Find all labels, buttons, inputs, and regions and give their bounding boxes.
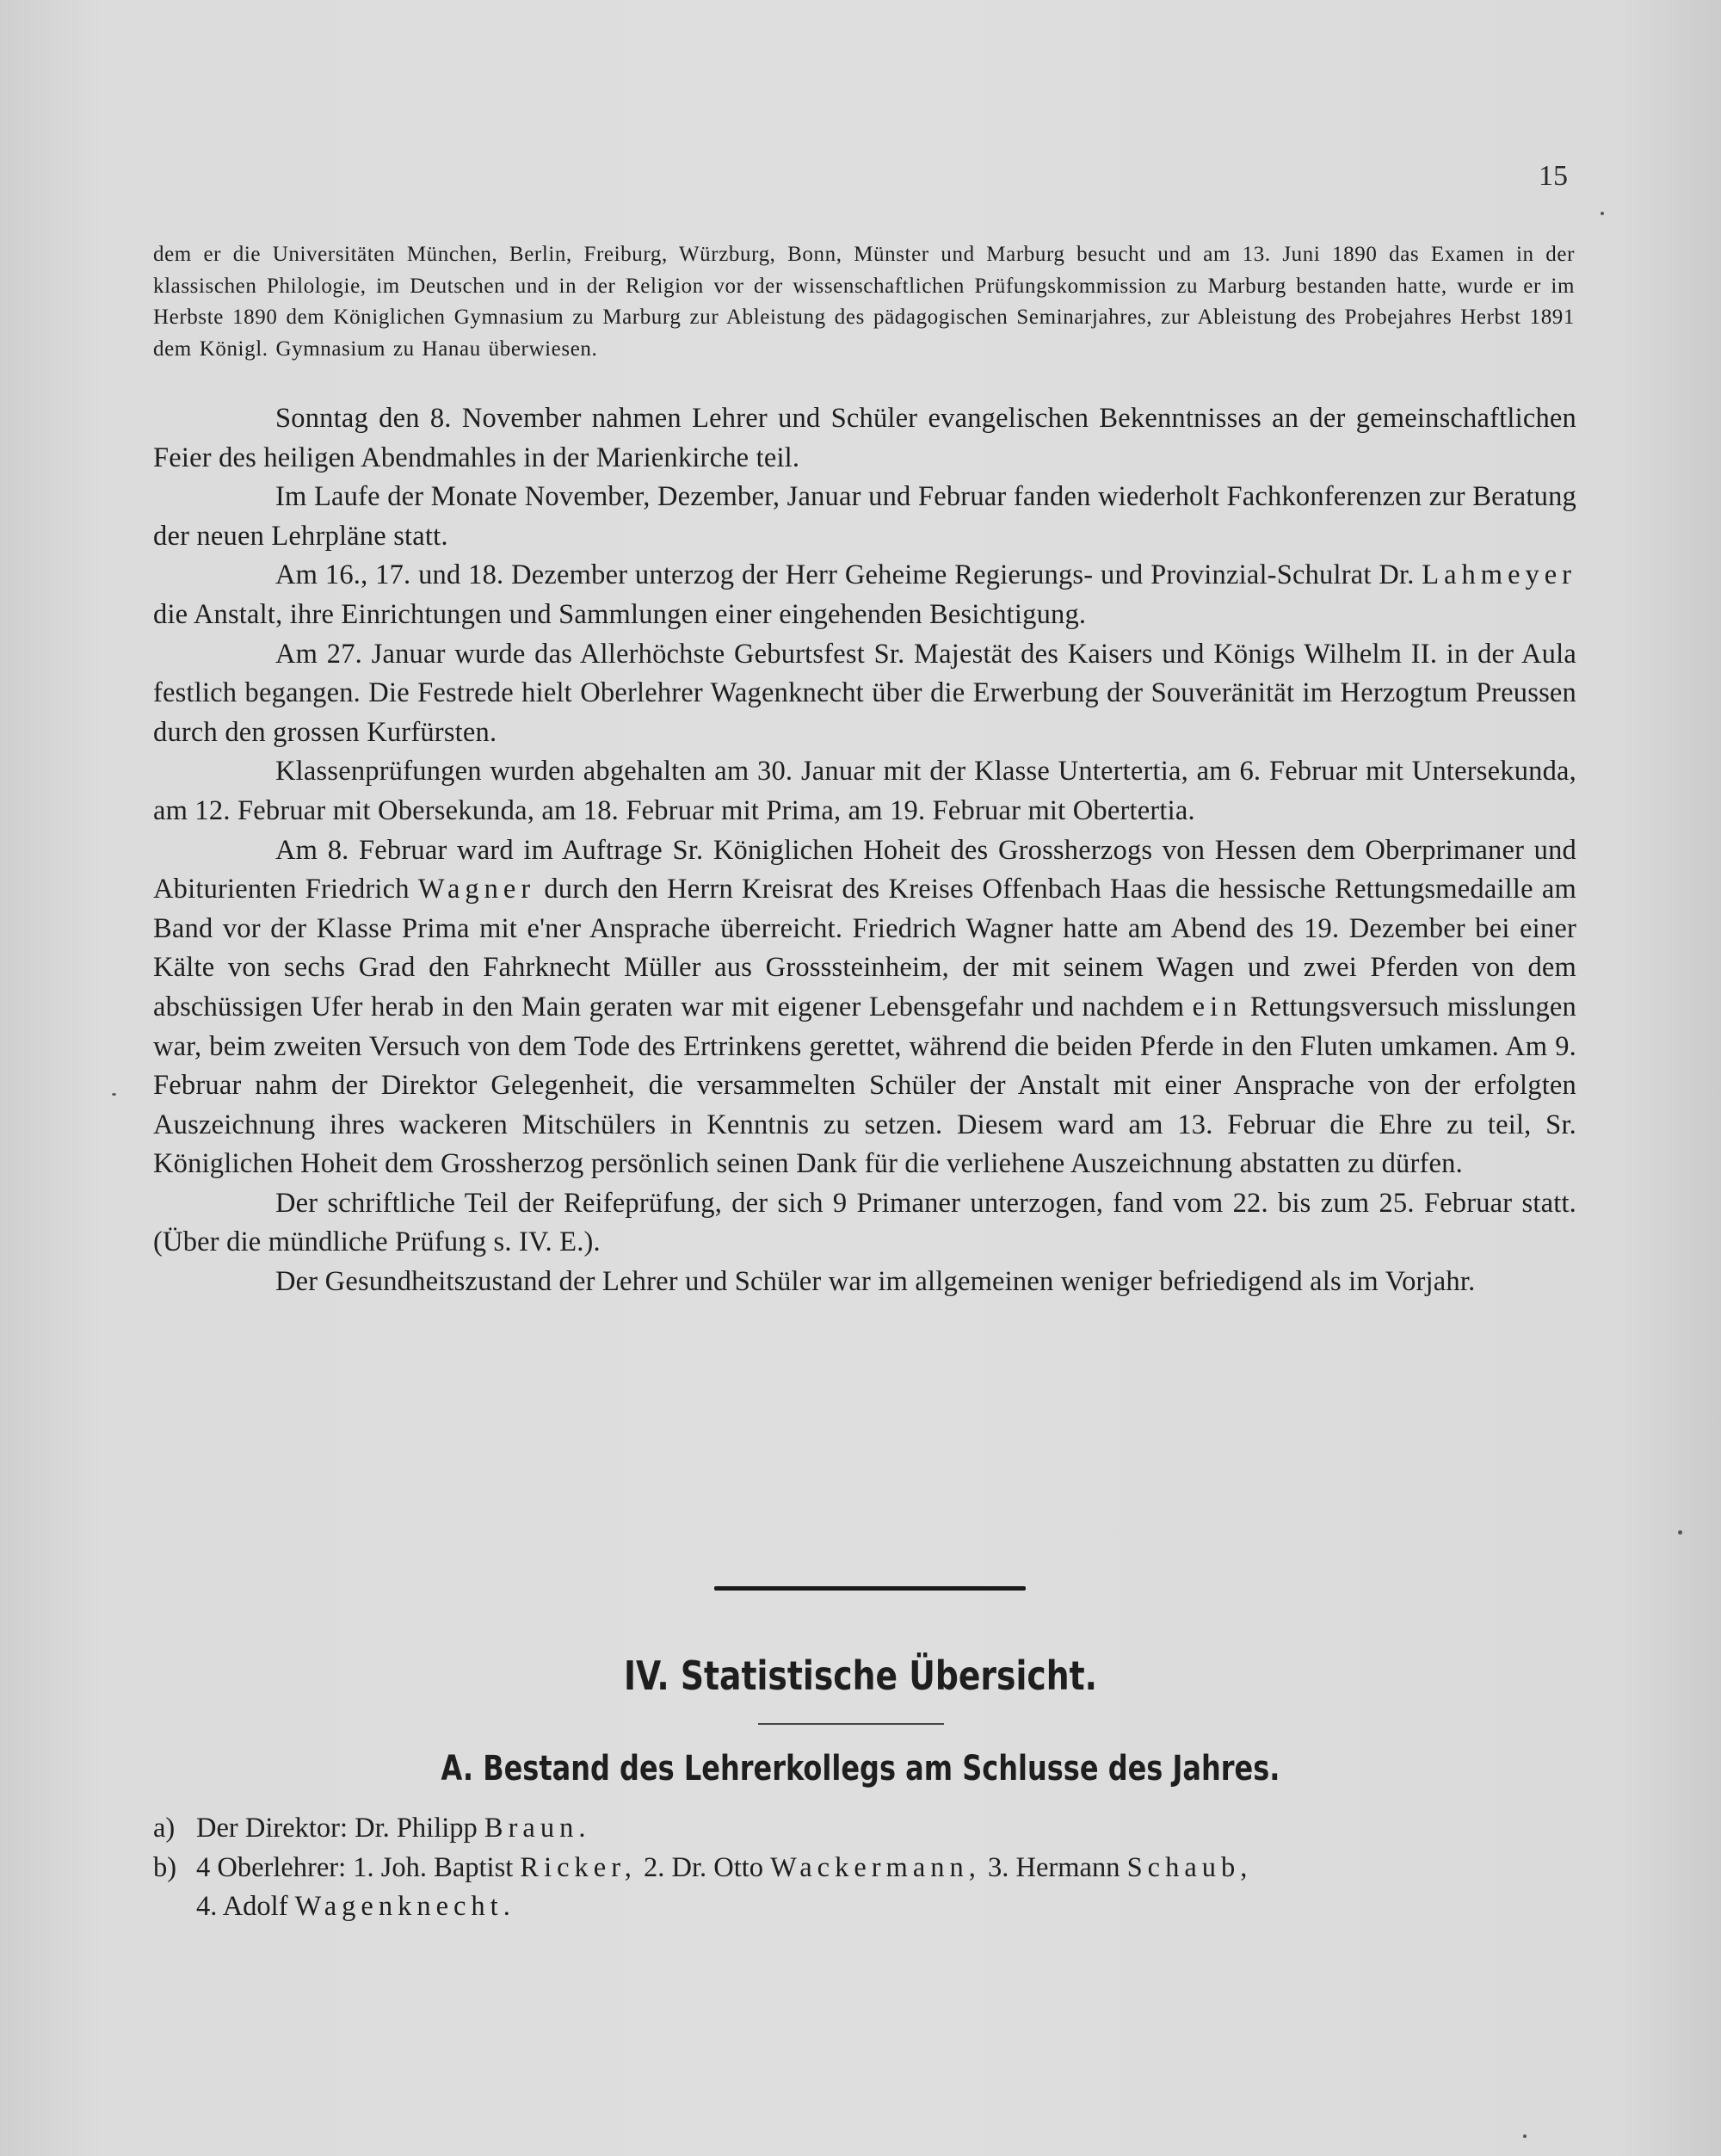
heading-rule	[758, 1723, 944, 1725]
chronicle-paragraph-final-exam: Der schriftliche Teil der Reifeprüfung, der sich 9 Primaner unterzogen, fand vom 22. bis zum 25. Februar statt. (Über die mündliche Prüfung s. IV. E.).	[153, 1187, 1576, 1258]
chronicle-paragraph-medal: Am 8. Februar ward im Auftrage Sr. Königlichen Hoheit des Grossherzogs von Hessen dem Oberprimaner und Abiturienten Friedrich Wagner durch den Herrn Kreisrat des Kreises Offenbach Haas die hessische Rettungsmedaille am Band vor der Klasse Prima mit e'ner Ansprache überreicht. Friedrich Wagner hatte am Abend des 19. Dezember bei einer Kälte von sechs Grad den Fahrknecht Müller aus Grosssteinheim, der mit seinem Wagen und zwei Pferden von dem abschüssigen Ufer herab in den Main geraten war mit eigener Lebensgefahr und nachdem ein Rettungsversuch misslungen war, beim zweiten Versuch von dem Tode des Ertrinkens gerettet, während die beiden Pferde in den Fluten umkamen. Am 9. Februar nahm der Direktor Gelegenheit, die versammelten Schüler der Anstalt mit einer Ansprache von der erfolgten Auszeichnung ihres wackeren Mitschülers in Kenntnis zu setzen. Diesem ward am 13. Februar die Ehre zu teil, Sr. Königlichen Hoheit dem Grossherzog persönlich seinen Dank für die verliehene Auszeichnung abstatten zu dürfen.	[153, 834, 1577, 1180]
scan-speck	[1678, 1530, 1682, 1535]
staff-item-oberlehrer: b) 4 Oberlehrer: 1. Joh. Baptist Ricker, 2. Dr. Otto Wackermann, 3. Hermann Schaub, 4. Adolf Wagenknecht.	[153, 1849, 1582, 1927]
chronicle-paragraph-inspection: Am 16., 17. und 18. Dezember unterzog der Herr Geheime Regierungs- und Provinzial-Schulrat Dr. Lahmeyer die Anstalt, ihre Einrichtungen und Sammlungen einer eingehenden Besichtigung.	[153, 559, 1576, 630]
section-heading: IV. Statistische Übersicht.	[623, 1653, 1097, 1699]
biography-paragraph: dem er die Universitäten München, Berlin, Freiburg, Würzburg, Bonn, Münster und Marburg besucht und am 13. Juni 1890 das Examen in der klassischen Philologie, im Deutschen und in der Religion vor der wissenschaftlichen Prüfungskommission zu Marburg bestanden hatte, wurde er im Herbste 1890 dem Königlichen Gymnasium zu Marburg zur Ableistung des pädagogischen Seminarjahres, zur Ableistung des Probejahres Herbst 1891 dem Königl. Gymnasium zu Hanau überwiesen.	[153, 243, 1575, 361]
section-divider	[714, 1586, 1026, 1591]
list-marker: b)	[153, 1851, 177, 1883]
inspector-name: Lahmeyer	[1422, 559, 1576, 591]
chronicle-paragraph-communion: Sonntag den 8. November nahmen Lehrer und Schüler evangelischen Bekenntnisses an der gemeinschaftlichen Feier des heiligen Abendmahles in der Marienkirche teil.	[153, 403, 1576, 473]
school-chronicle	[153, 399, 1576, 1302]
list-marker: a)	[153, 1813, 176, 1844]
staff-item-director: a) Der Direktor: Dr. Philipp Braun.	[153, 1809, 1582, 1849]
staff-list	[153, 1809, 1582, 1927]
scan-speck	[1523, 2134, 1527, 2138]
chronicle-paragraph-exams: Klassenprüfungen wurden abgehalten am 30. Januar mit der Klasse Untertertia, am 6. Februar mit Untersekunda, am 12. Februar mit Obersekunda, am 18. Februar mit Prima, am 19. Februar mit Obertertia.	[153, 756, 1576, 826]
page-number: 15	[1539, 160, 1568, 192]
teacher-name: Schaub,	[1126, 1851, 1253, 1883]
subsection-heading: A. Bestand des Lehrerkollegs am Schlusse des Jahres.	[441, 1749, 1280, 1788]
chronicle-paragraph-health: Der Gesundheitszustand der Lehrer und Schüler war im allgemeinen weniger befriedigend als im Vorjahr.	[275, 1266, 1476, 1298]
student-name: Wagner	[417, 874, 536, 905]
chronicle-paragraph-birthday: Am 27. Januar wurde das Allerhöchste Geburtsfest Sr. Majestät des Kaisers und Königs Wilhelm II. in der Aula festlich begangen. Die Festrede hielt Oberlehrer Wagenknecht über die Erwerbung der Souveränität im Herzogtum Preussen durch den grossen Kurfürsten.	[153, 638, 1576, 748]
director-name: Braun.	[484, 1813, 591, 1844]
scan-speck	[1601, 212, 1604, 215]
teacher-name: Wagenknecht.	[294, 1891, 515, 1923]
scan-speck	[112, 1093, 116, 1096]
chronicle-paragraph-conferences: Im Laufe der Monate November, Dezember, Januar und Februar fanden wiederholt Fachkonferenzen zur Beratung der neuen Lehrpläne statt.	[153, 481, 1576, 552]
teacher-name: Ricker,	[520, 1851, 637, 1883]
teacher-name: Wackermann,	[770, 1851, 981, 1883]
